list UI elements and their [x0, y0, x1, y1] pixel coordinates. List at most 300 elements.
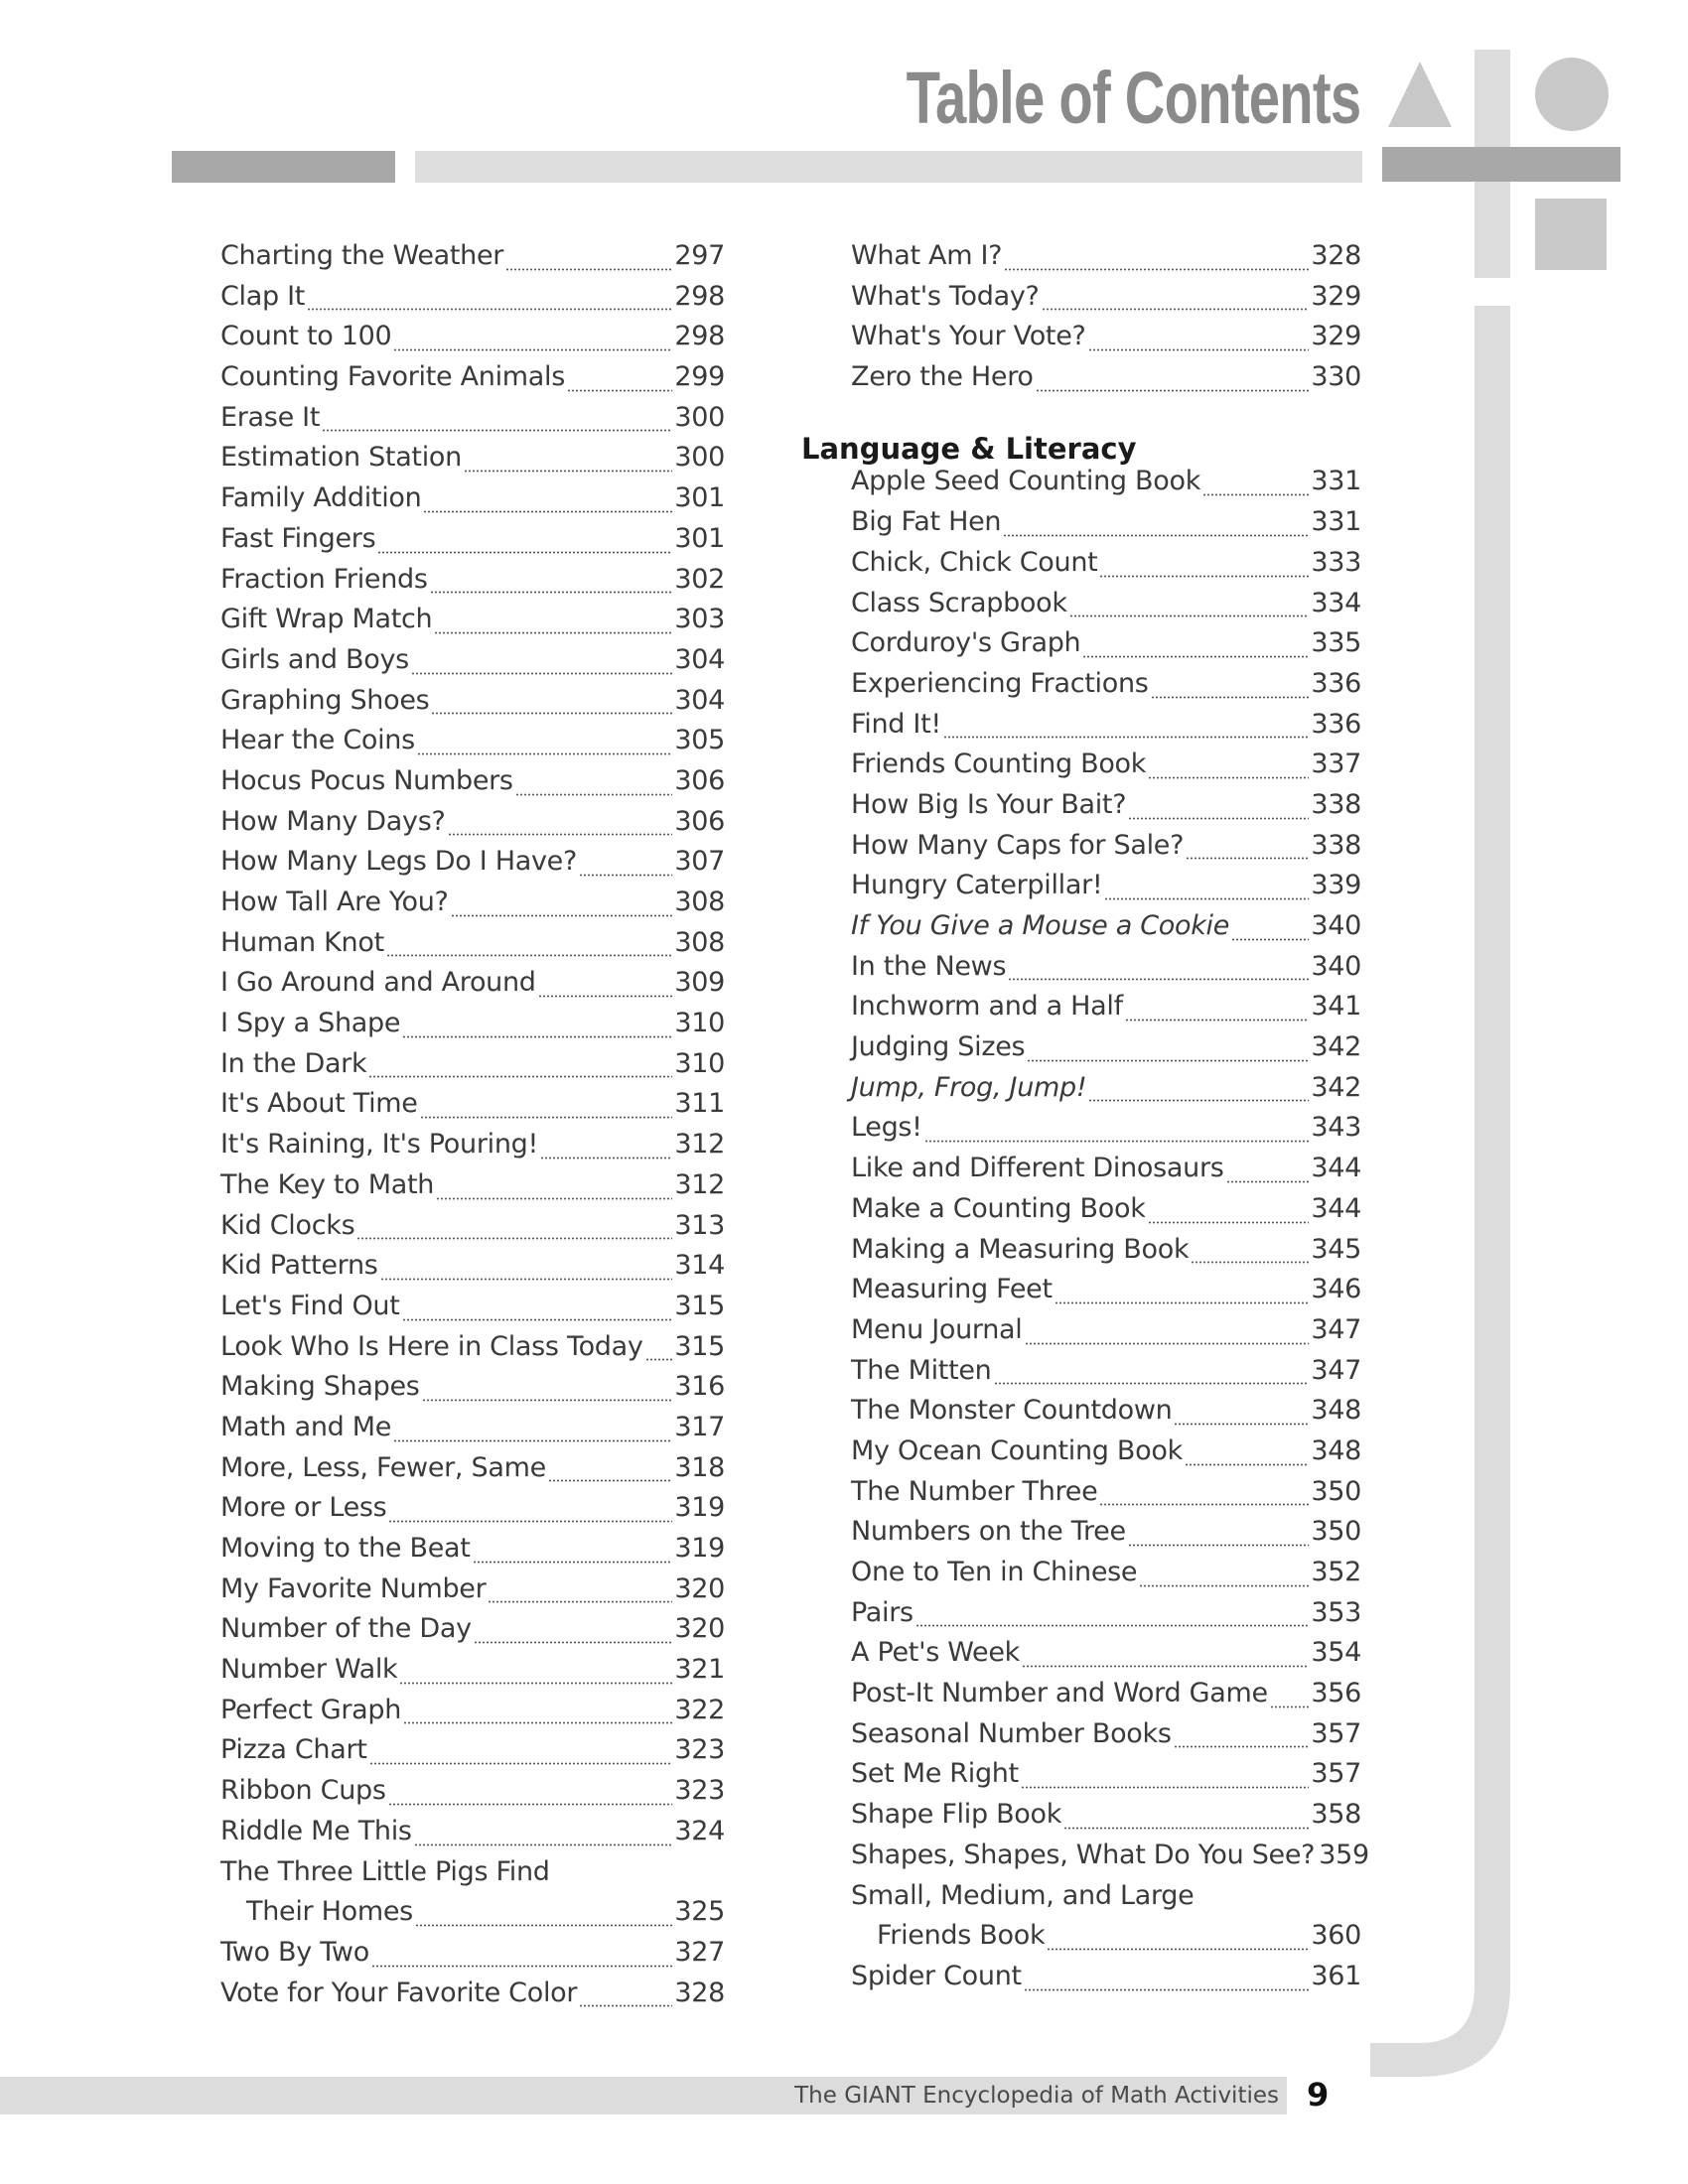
toc-entry: [220, 1250, 725, 1291]
toc-entry: [851, 1355, 1361, 1396]
toc-entry: [220, 1734, 725, 1775]
toc-entry-page: 350: [1311, 1475, 1361, 1507]
toc-leader-dots: [567, 389, 672, 392]
toc-entry-title: Like and Different Dinosaurs: [851, 1153, 1224, 1184]
header-bar-light: [415, 151, 1362, 183]
toc-entry-page: 297: [674, 240, 725, 271]
toc-entry-title: Human Knot: [220, 926, 384, 958]
toc-entry-page: 361: [1311, 1960, 1361, 1991]
toc-entry-title: Moving to the Beat: [220, 1533, 471, 1564]
toc-entry-title: Find It!: [851, 708, 941, 740]
toc-entry: [220, 806, 725, 847]
toc-entry-title: Experiencing Fractions: [851, 667, 1149, 699]
toc-entry-title: Math and Me: [220, 1411, 392, 1442]
toc-leader-dots: [1036, 389, 1310, 392]
toc-entry: [851, 1193, 1361, 1234]
toc-entry: [220, 1573, 725, 1614]
toc-entry-title: Hear the Coins: [220, 725, 415, 756]
toc-entry-page: 310: [674, 1008, 725, 1039]
toc-leader-dots: [434, 631, 672, 634]
toc-entry-title: Number Walk: [220, 1654, 398, 1686]
toc-entry: [851, 749, 1361, 789]
toc-leader-dots: [448, 833, 673, 836]
toc-entry-page: 321: [674, 1654, 725, 1686]
toc-entry-page: 316: [674, 1371, 725, 1403]
toc-entry-title: Shapes, Shapes, What Do You See?: [851, 1839, 1316, 1870]
toc-entry-page: 301: [674, 522, 725, 554]
toc-entry: [851, 1839, 1369, 1880]
toc-leader-dots: [1174, 1745, 1310, 1748]
toc-entry: [851, 789, 1361, 830]
toc-entry-title: I Spy a Shape: [220, 1008, 401, 1039]
toc-leader-dots: [1185, 1463, 1309, 1466]
toc-leader-dots: [377, 551, 672, 554]
toc-leader-dots: [579, 874, 672, 877]
toc-leader-dots: [1174, 1423, 1309, 1426]
toc-leader-dots: [1003, 534, 1309, 537]
toc-leader-dots: [943, 736, 1309, 739]
toc-entry-title: Kid Clocks: [220, 1209, 355, 1241]
toc-leader-dots: [322, 429, 672, 432]
toc-leader-dots: [1151, 696, 1310, 699]
toc-entry-title: In the Dark: [220, 1047, 367, 1079]
toc-entry-page: 323: [674, 1734, 725, 1766]
toc-entry-page: 305: [674, 725, 725, 756]
toc-entry-title: Chick, Chick Count: [851, 546, 1098, 578]
toc-leader-dots: [1128, 1544, 1310, 1547]
toc-leader-dots: [1055, 1301, 1310, 1304]
toc-entry-title: Measuring Feet: [851, 1274, 1053, 1305]
circle-icon: [1535, 58, 1609, 131]
toc-leader-dots: [393, 1439, 672, 1442]
toc-leader-dots: [1069, 614, 1310, 617]
toc-entry: [851, 1395, 1361, 1435]
toc-leader-dots: [1088, 1099, 1309, 1102]
toc-entry-title: Class Scrapbook: [851, 587, 1067, 618]
toc-entry-title: Numbers on the Tree: [851, 1516, 1126, 1548]
header-bar-dark: [172, 151, 395, 183]
toc-entry-title: The Three Little Pigs Find: [220, 1855, 550, 1887]
toc-leader-dots: [1202, 493, 1309, 496]
toc-leader-dots: [645, 1358, 673, 1361]
toc-entry-title: Post-It Number and Word Game: [851, 1678, 1268, 1709]
toc-entry: [220, 725, 725, 765]
toc-entry: [220, 1896, 725, 1937]
toc-leader-dots: [1128, 817, 1309, 820]
corner-decoration: [1370, 40, 1628, 2115]
toc-entry: [851, 1112, 1361, 1153]
toc-entry-title: What Am I?: [851, 240, 1003, 271]
toc-entry-title: Judging Sizes: [851, 1031, 1026, 1063]
toc-entry-page: 342: [1311, 1031, 1361, 1063]
toc-entry-title: Small, Medium, and Large: [851, 1879, 1195, 1911]
toc-entry: [220, 644, 725, 685]
toc-entry: [851, 588, 1361, 628]
toc-entry-title: My Favorite Number: [220, 1572, 487, 1604]
toc-entry: [220, 1169, 725, 1210]
toc-leader-dots: [1104, 897, 1309, 900]
toc-entry-title: The Key to Math: [220, 1168, 435, 1200]
toc-entry: [220, 1492, 725, 1533]
toc-entry: [851, 1476, 1361, 1517]
toc-entry: [851, 1597, 1361, 1638]
toc-entry-page: 304: [674, 684, 725, 716]
toc-leader-dots: [1270, 1706, 1310, 1708]
toc-entry-page: 338: [1311, 829, 1361, 861]
toc-entry: [220, 402, 725, 443]
toc-entry-page: 352: [1311, 1557, 1361, 1587]
toc-entry-title: Legs!: [851, 1112, 922, 1144]
toc-leader-dots: [1088, 348, 1310, 351]
toc-entry-page: 312: [674, 1168, 725, 1200]
toc-leader-dots: [1186, 857, 1309, 860]
toc-entry-title: Hocus Pocus Numbers: [220, 764, 513, 796]
toc-entry-page: 357: [1311, 1758, 1361, 1790]
toc-entry-title: Zero the Hero: [851, 361, 1034, 393]
toc-entry: [851, 1880, 1361, 1921]
toc-leader-dots: [393, 348, 672, 351]
toc-entry-page: 340: [1311, 910, 1361, 941]
toc-leader-dots: [388, 1803, 673, 1806]
toc-entry: [851, 910, 1361, 951]
toc-entry-title: Inchworm and a Half: [851, 991, 1123, 1023]
toc-entry-page: 300: [674, 401, 725, 433]
toc-leader-dots: [431, 712, 672, 715]
toc-leader-dots: [371, 1965, 672, 1968]
toc-leader-dots: [1231, 938, 1309, 941]
toc-entry-title: Clap It: [220, 280, 306, 312]
toc-entry-page: 356: [1311, 1678, 1361, 1709]
toc-entry-page: 340: [1311, 950, 1361, 982]
toc-entry-page: 348: [1311, 1395, 1361, 1427]
toc-entry: [220, 1048, 725, 1089]
toc-leader-dots: [1042, 308, 1310, 311]
toc-entry-page: 359: [1319, 1839, 1369, 1870]
toc-entry: [851, 709, 1361, 750]
toc-entry: [851, 547, 1361, 588]
toc-entry: [851, 1637, 1361, 1678]
toc-entry-page: 342: [1311, 1071, 1361, 1103]
toc-entry: [220, 846, 725, 887]
toc-entry: [851, 1072, 1361, 1113]
toc-leader-dots: [411, 672, 672, 675]
toc-entry-page: 343: [1311, 1112, 1361, 1144]
toc-leader-dots: [368, 1075, 672, 1078]
toc-leader-dots: [1148, 776, 1309, 779]
toc-entry: [851, 830, 1361, 871]
toc-entry-title: The Mitten: [851, 1354, 992, 1386]
toc-entry-page: 348: [1311, 1434, 1361, 1466]
toc-entry-title: Estimation Station: [220, 442, 462, 474]
toc-entry: [220, 765, 725, 806]
toc-entry-title: Friends Counting Book: [851, 749, 1147, 780]
toc-entry-title: Two By Two: [220, 1936, 369, 1968]
toc-entry-page: 311: [674, 1088, 725, 1120]
toc-entry-title: Count to 100: [220, 321, 392, 352]
toc-leader-dots: [369, 1762, 673, 1765]
toc-entry-page: 350: [1311, 1516, 1361, 1548]
toc-entry-title: Charting the Weather: [220, 240, 504, 271]
toc-entry-page: 329: [1311, 280, 1361, 312]
toc-leader-dots: [488, 1600, 672, 1603]
toc-leader-dots: [1024, 1988, 1310, 1991]
toc-entry-page: 357: [1311, 1717, 1361, 1749]
toc-entry-page: 308: [674, 926, 725, 958]
toc-leader-dots: [474, 1641, 673, 1644]
toc-leader-dots: [1099, 575, 1309, 578]
toc-entry-title: Vote for Your Favorite Color: [220, 1977, 578, 2008]
toc-leader-dots: [380, 1278, 673, 1281]
toc-left-column: [220, 240, 725, 2017]
toc-entry: [220, 1291, 725, 1331]
toc-entry: [220, 967, 725, 1008]
toc-entry-page: 324: [674, 1815, 725, 1846]
toc-entry-title: In the News: [851, 950, 1007, 982]
toc-leader-dots: [417, 752, 672, 755]
toc-entry: [220, 1331, 725, 1372]
toc-entry: [220, 240, 725, 281]
toc-entry-page: 344: [1311, 1153, 1361, 1184]
toc-leader-dots: [420, 1116, 673, 1119]
toc-entry-page: 308: [674, 887, 725, 917]
toc-entry: [220, 482, 725, 523]
toc-leader-dots: [399, 1682, 672, 1685]
toc-entry-title: The Number Three: [851, 1475, 1098, 1507]
toc-entry-title: Making Shapes: [220, 1371, 420, 1403]
toc-leader-dots: [1025, 1342, 1310, 1345]
toc-leader-dots: [1008, 978, 1309, 981]
toc-entry-page: 328: [1311, 240, 1361, 271]
toc-leader-dots: [1139, 1584, 1309, 1587]
toc-entry-page: 360: [1311, 1920, 1361, 1952]
toc-leader-dots: [1099, 1503, 1309, 1506]
toc-entry: [851, 1031, 1361, 1072]
toc-entry: [851, 240, 1361, 281]
toc-leader-dots: [430, 591, 673, 594]
toc-entry: [851, 361, 1361, 402]
toc-entry-page: 335: [1311, 627, 1361, 659]
toc-entry: [851, 627, 1361, 668]
toc-entry-title: Corduroy's Graph: [851, 627, 1081, 659]
toc-leader-dots: [1063, 1827, 1309, 1830]
toc-entry-title: What's Today?: [851, 280, 1040, 312]
toc-entry: [851, 1799, 1361, 1840]
toc-entry: [851, 1153, 1361, 1193]
toc-entry: [220, 1695, 725, 1735]
toc-entry: [220, 1129, 725, 1169]
toc-entry-page: 312: [674, 1129, 725, 1160]
toc-leader-dots: [414, 1843, 673, 1846]
toc-entry: [851, 1557, 1361, 1597]
toc-leader-dots: [994, 1382, 1310, 1385]
toc-entry: [851, 991, 1361, 1031]
toc-entry-title: What's Your Vote?: [851, 321, 1086, 352]
toc-entry-title: It's About Time: [220, 1088, 418, 1120]
toc-entry: [220, 361, 725, 402]
toc-entry-page: 319: [674, 1533, 725, 1564]
toc-entry-title: The Monster Countdown: [851, 1395, 1173, 1427]
toc-entry-page: 347: [1311, 1354, 1361, 1386]
square-icon: [1535, 199, 1607, 270]
toc-leader-dots: [505, 268, 672, 271]
toc-entry-title: Girls and Boys: [220, 643, 409, 675]
toc-entry-page: 337: [1311, 749, 1361, 780]
toc-entry: [851, 1435, 1361, 1476]
toc-entry-title: Seasonal Number Books: [851, 1717, 1172, 1749]
toc-entry: [220, 1937, 725, 1978]
toc-entry-title: Make a Counting Book: [851, 1192, 1146, 1224]
toc-entry-title: More, Less, Fewer, Same: [220, 1451, 546, 1483]
toc-entry: [851, 1920, 1361, 1961]
toc-entry: [851, 668, 1361, 709]
toc-entry-page: 320: [674, 1572, 725, 1604]
toc-entry: [851, 1758, 1361, 1799]
page-title: Table of Contents: [906, 57, 1360, 139]
toc-entry-page: 298: [674, 280, 725, 312]
toc-leader-dots: [402, 1318, 673, 1321]
toc-entry-page: 328: [674, 1977, 725, 2008]
toc-entry-page: 325: [674, 1896, 725, 1928]
toc-leader-dots: [386, 954, 672, 957]
toc-entry: [220, 685, 725, 726]
toc-entry-title: Fast Fingers: [220, 522, 376, 554]
toc-entry-title: How Many Caps for Sale?: [851, 829, 1185, 861]
toc-leader-dots: [436, 1197, 672, 1200]
toc-entry-page: 353: [1311, 1596, 1361, 1628]
toc-entry: [851, 1678, 1361, 1718]
toc-leader-dots: [451, 914, 673, 917]
toc-leader-dots: [307, 308, 672, 311]
toc-entry-page: 320: [674, 1613, 725, 1645]
toc-entry: [220, 281, 725, 322]
toc-entry-page: 338: [1311, 788, 1361, 820]
toc-entry: [220, 564, 725, 605]
toc-entry-title: Their Homes: [246, 1896, 413, 1928]
toc-entry-page: 315: [674, 1290, 725, 1321]
toc-entry: [220, 321, 725, 361]
toc-leader-dots: [356, 1237, 672, 1240]
toc-leader-dots: [924, 1140, 1310, 1143]
toc-entry-title: More or Less: [220, 1492, 387, 1524]
toc-leader-dots: [548, 1479, 672, 1482]
toc-entry-title: Making a Measuring Book: [851, 1233, 1190, 1265]
toc-entry: [220, 604, 725, 644]
toc-entry: [220, 1210, 725, 1251]
toc-entry-title: Let's Find Out: [220, 1290, 400, 1321]
triangle-icon: [1388, 62, 1452, 127]
toc-entry-title: Pairs: [851, 1596, 914, 1628]
toc-entry-title: My Ocean Counting Book: [851, 1434, 1183, 1466]
toc-entry: [851, 321, 1361, 361]
toc-entry: [220, 1533, 725, 1573]
toc-leader-dots: [402, 1035, 672, 1038]
toc-entry: [851, 281, 1361, 322]
toc-entry-title: How Big Is Your Bait?: [851, 788, 1127, 820]
toc-leader-dots: [515, 793, 673, 796]
toc-entry-page: 299: [674, 361, 725, 393]
toc-entry: [220, 1452, 725, 1493]
toc-entry-title: Pizza Chart: [220, 1734, 367, 1766]
toc-leader-dots: [1004, 268, 1309, 271]
toc-entry-title: Gift Wrap Match: [220, 604, 433, 635]
horizontal-bar: [1382, 147, 1620, 182]
toc-entry-page: 336: [1311, 667, 1361, 699]
toc-entry-page: 318: [674, 1451, 725, 1483]
toc-entry: [220, 1088, 725, 1129]
toc-entry: [851, 506, 1361, 547]
toc-entry: [851, 1516, 1361, 1557]
toc-leader-dots: [538, 995, 673, 998]
toc-entry-title: Perfect Graph: [220, 1694, 402, 1725]
toc-entry: [220, 887, 725, 927]
toc-leader-dots: [1191, 1261, 1309, 1264]
toc-entry-page: 306: [674, 764, 725, 796]
toc-right-column: [801, 240, 1369, 2001]
toc-entry: [851, 466, 1361, 506]
toc-entry: [851, 951, 1361, 992]
toc-entry-title: Fraction Friends: [220, 563, 428, 595]
toc-entry-page: 347: [1311, 1313, 1361, 1345]
toc-entry: [220, 1371, 725, 1412]
toc-leader-dots: [464, 470, 672, 473]
toc-entry-title: Menu Journal: [851, 1313, 1023, 1345]
toc-entry: [220, 1008, 725, 1048]
toc-entry-page: 304: [674, 643, 725, 675]
toc-entry-page: 310: [674, 1047, 725, 1079]
toc-entry: [220, 1856, 725, 1897]
toc-leader-dots: [388, 1520, 672, 1523]
toc-leader-dots: [1125, 1019, 1310, 1022]
toc-leader-dots: [1022, 1665, 1309, 1668]
toc-leader-dots: [403, 1721, 672, 1724]
toc-entry-page: 346: [1311, 1274, 1361, 1305]
toc-entry-title: A Pet's Week: [851, 1637, 1021, 1669]
toc-entry: [220, 1775, 725, 1816]
toc-entry-title: Graphing Shoes: [220, 684, 430, 716]
toc-entry: [220, 442, 725, 482]
toc-entry-title: How Many Days?: [220, 805, 446, 837]
toc-entry-page: 341: [1311, 991, 1361, 1023]
toc-entry: [220, 1654, 725, 1695]
toc-entry-page: 313: [674, 1209, 725, 1241]
toc-entry: [851, 1314, 1361, 1355]
toc-entry-title: Friends Book: [877, 1920, 1046, 1952]
toc-entry-title: Apple Seed Counting Book: [851, 466, 1201, 497]
toc-entry-page: 298: [674, 321, 725, 352]
toc-entry: [851, 1718, 1361, 1759]
toc-entry-title: Jump, Frog, Jump!: [851, 1071, 1087, 1103]
toc-entry-page: 307: [674, 846, 725, 878]
toc-entry-title: I Go Around and Around: [220, 967, 536, 999]
toc-entry-title: One to Ten in Chinese: [851, 1557, 1138, 1587]
toc-leader-dots: [423, 510, 672, 513]
toc-entry-page: 329: [1311, 321, 1361, 352]
toc-entry-page: 354: [1311, 1637, 1361, 1669]
section-heading: Language & Literacy: [801, 432, 1137, 467]
toc-entry-title: Erase It: [220, 401, 321, 433]
toc-entry: [851, 870, 1361, 910]
toc-leader-dots: [579, 2004, 672, 2007]
toc-entry-page: 317: [674, 1411, 725, 1442]
toc-entry-title: Big Fat Hen: [851, 506, 1002, 538]
toc-leader-dots: [1148, 1221, 1310, 1224]
toc-entry-page: 331: [1311, 506, 1361, 538]
toc-entry: [220, 1816, 725, 1856]
toc-entry-title: It's Raining, It's Pouring!: [220, 1129, 539, 1160]
toc-entry-page: 331: [1311, 466, 1361, 497]
toc-entry-page: 306: [674, 805, 725, 837]
toc-leader-dots: [422, 1399, 673, 1402]
